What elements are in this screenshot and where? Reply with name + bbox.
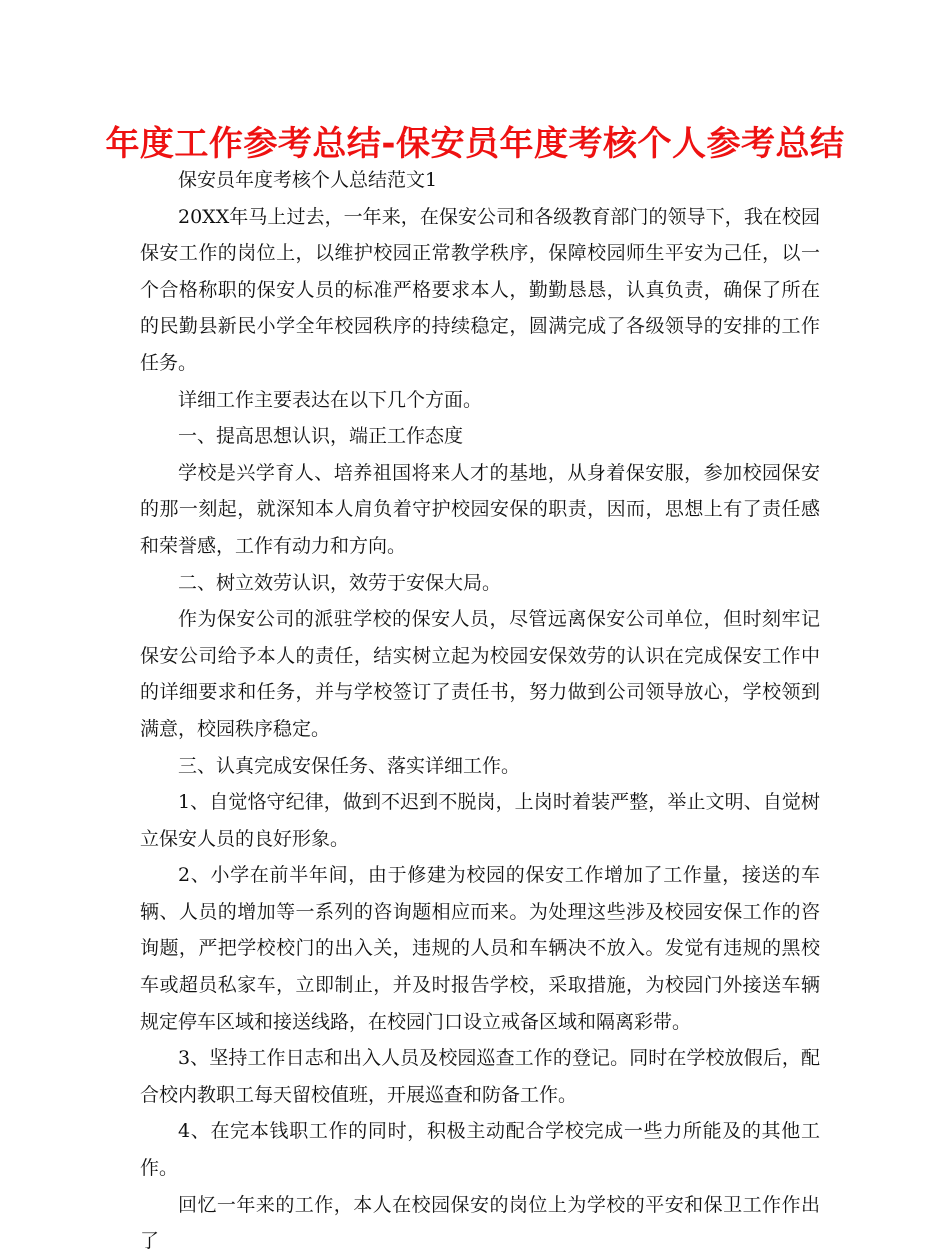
paragraph-section-1: 学校是兴学育人、培养祖国将来人才的基地，从身着保安服，参加校园保安的那一刻起，就深知本人肩负着守护校园安保的职责，因而，思想上有了责任感和荣誉感，工作有动力和方向。 — [140, 461, 820, 557]
list-item-2: 2、小学在前半年间，由于修建为校园的保安工作增加了工作量，接送的车辆、人员的增加等一系列的咨询题相应而来。为处理这些涉及校园安保工作的咨询题，严把学校校门的出入关，违规的人员和车辆决不放入。发觉有违规的黑校车或超员私家车，立即制止，并及时报告学校，采取措施，为校园门外接送车辆规定停车区域和接送线路，在校园门口设立戒备区域和隔离彩带。 — [140, 864, 820, 1033]
paragraph-overview: 详细工作主要表达在以下几个方面。 — [178, 388, 483, 411]
section-heading-1: 一、提高思想认识，端正工作态度 — [178, 425, 464, 448]
list-item-4: 4、在完本钱职工作的同时，积极主动配合学校完成一些力所能及的其他工作。 — [140, 1120, 820, 1180]
document-title: 年度工作参考总结-保安员年度考核个人参考总结 — [105, 124, 845, 164]
section-heading-3: 三、认真完成安保任务、落实详细工作。 — [178, 754, 521, 777]
document-body — [140, 162, 820, 1260]
paragraph-heading: 保安员年度考核个人总结范文1 — [178, 169, 438, 191]
paragraph-intro: 20XX年马上过去，一年来，在保安公司和各级教育部门的领导下，我在校园保安工作的岗位上，以维护校园正常教学秩序，保障校园师生平安为己任，以一个合格称职的保安人员的标准严格要求本人，勤勤恳恳，认真负责，确保了所在的民勤县新民小学全年校园秩序的持续稳定，圆满完成了各级领导的安排的工作任务。 — [140, 205, 820, 374]
list-item-1: 1、自觉恪守纪律，做到不迟到不脱岗，上岗时着装严整，举止文明、自觉树立保安人员的良好形象。 — [140, 791, 820, 850]
list-item-3: 3、坚持工作日志和出入人员及校园巡查工作的登记。同时在学校放假后，配合校内教职工每天留校值班，开展巡查和防备工作。 — [140, 1047, 820, 1106]
paragraph-section-2: 作为保安公司的派驻学校的保安人员，尽管远离保安公司单位，但时刻牢记保安公司给予本人的责任，结实树立起为校园安保效劳的认识在完成保安工作中的详细要求和任务，并与学校签订了责任书，努力做到公司领导放心，学校领到满意，校园秩序稳定。 — [140, 608, 820, 740]
paragraph-review: 回忆一年来的工作，本人在校园保安的岗位上为学校的平安和保卫工作作出了 — [140, 1193, 820, 1253]
section-heading-2: 二、树立效劳认识，效劳于安保大局。 — [178, 571, 502, 594]
